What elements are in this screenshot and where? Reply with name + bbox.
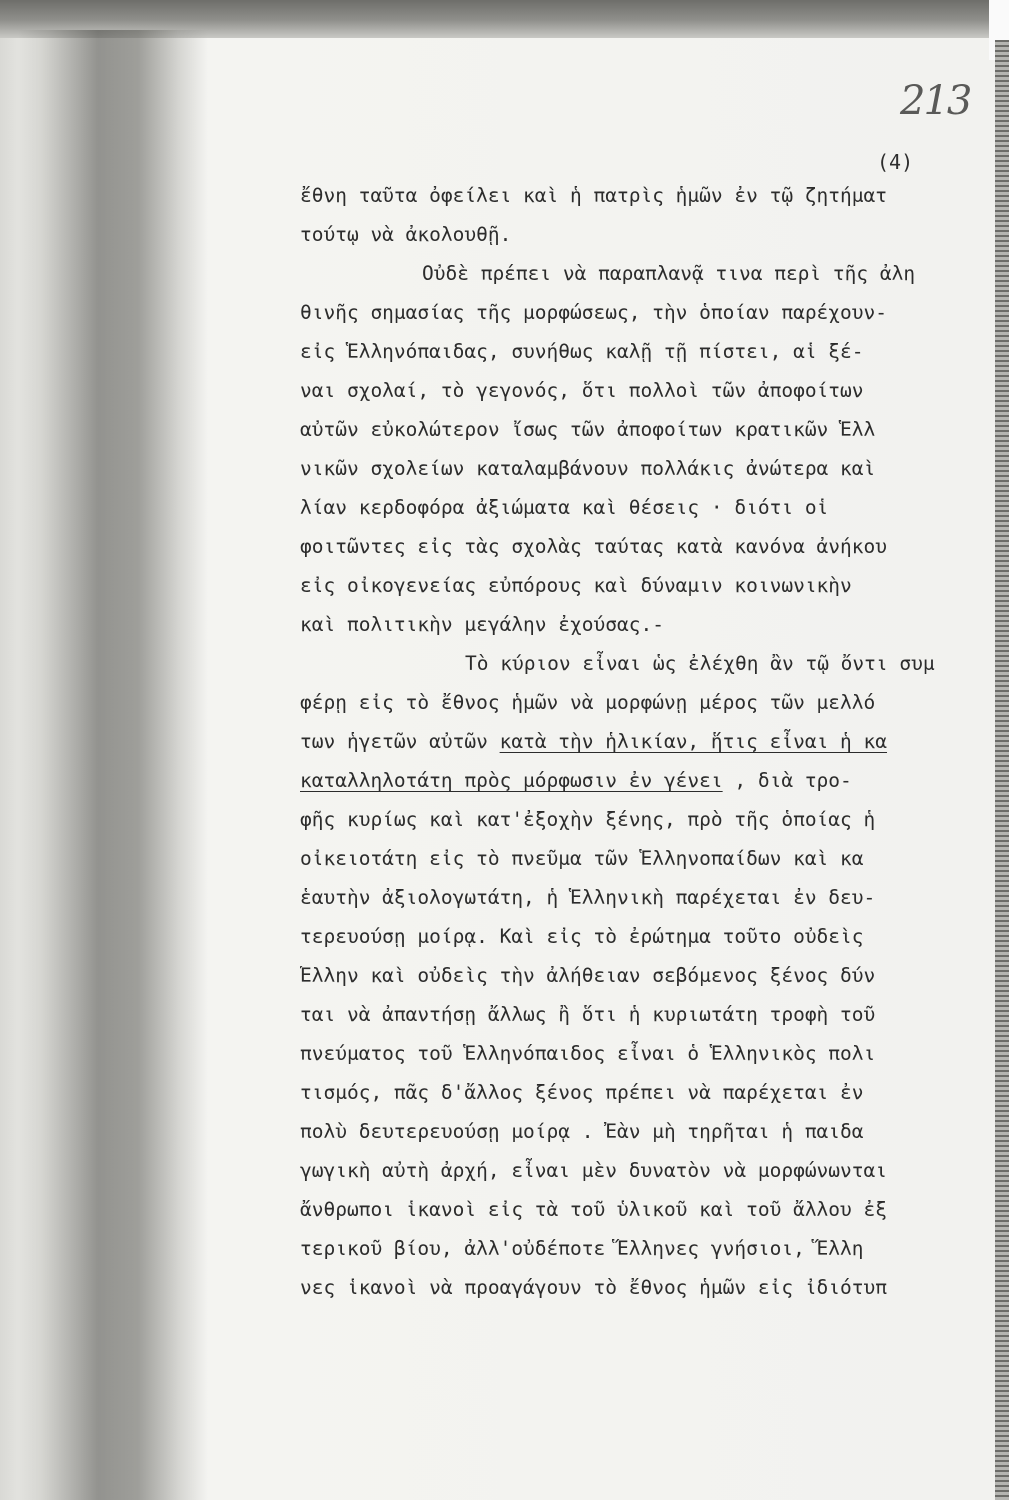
text-line: τισμός, πᾶς δ'ἄλλος ξένος πρέπει νὰ παρέχεται ἐν: [300, 1081, 864, 1104]
typed-body-text: [300, 176, 1000, 1307]
text-line: λίαν κερδοφόρα ἀξιώματα καὶ θέσεις · διότι οἱ: [300, 496, 829, 519]
folio-number: 213: [900, 78, 971, 124]
text-line: [300, 722, 1000, 761]
text-line: φοιτῶντες εἰς τὰς σχολὰς ταύτας κατὰ κανόνα ἀνήκου: [300, 535, 887, 558]
text-line: ναι σχολαί, τὸ γεγονός, ὅτι πολλοὶ τῶν ἀποφοίτων: [300, 379, 864, 402]
book-spine-shadow: [18, 30, 208, 1500]
text-line: γωγικὴ αὐτὴ ἀρχή, εἶναι μὲν δυνατὸν νὰ μορφώνωνται: [300, 1159, 887, 1182]
text-line: θινῆς σημασίας τῆς μορφώσεως, τὴν ὁποίαν παρέχουν-: [300, 301, 887, 324]
text-line: ται νὰ ἀπαντήσῃ ἄλλως ἢ ὅτι ἡ κυριωτάτη τροφὴ τοῦ: [300, 1003, 876, 1026]
text-line-start: των ἡγετῶν αὐτῶν: [300, 730, 500, 753]
text-line: πολὺ δευτερευούσῃ μοίρᾳ . Ἐὰν μὴ τηρῆται ἡ παιδα: [300, 1120, 864, 1143]
text-line: Τὸ κύριον εἶναι ὡς ἐλέχθη ἂν τῷ ὄντι συμ: [465, 652, 935, 675]
text-line: ἄνθρωποι ἱκανοὶ εἰς τὰ τοῦ ὑλικοῦ καὶ τοῦ ἄλλου ἐξ: [300, 1198, 887, 1221]
text-line: εἰς οἰκογενείας εὐπόρους καὶ δύναμιν κοινωνικὴν: [300, 574, 852, 597]
text-line: Ἕλλην καὶ οὐδεὶς τὴν ἀλήθειαν σεβόμενος ξένος δύν: [300, 964, 876, 987]
text-line-end: , διὰ τρο-: [722, 769, 852, 792]
text-line: αὐτῶν εὐκολώτερον ἴσως τῶν ἀποφοίτων κρατικῶν Ἑλλ: [300, 418, 876, 441]
text-line: πνεύματος τοῦ Ἑλληνόπαιδος εἶναι ὁ Ἑλληνικὸς πολι: [300, 1042, 876, 1065]
text-line: φέρῃ εἰς τὸ ἔθνος ἡμῶν νὰ μορφώνῃ μέρος τῶν μελλό: [300, 691, 876, 714]
text-line: φῆς κυρίως καὶ κατ'ἐξοχὴν ξένης, πρὸ τῆς ὁποίας ἡ: [300, 808, 876, 831]
text-line: εἰς Ἑλληνόπαιδας, συνήθως καλῇ τῇ πίστει, αἱ ξέ-: [300, 340, 864, 363]
text-line: καὶ πολιτικὴν μεγάλην ἐχούσας.-: [300, 613, 664, 636]
text-line: οἰκειοτάτη εἰς τὸ πνεῦμα τῶν Ἑλληνοπαίδων καὶ κα: [300, 847, 864, 870]
page-number: (4): [877, 150, 914, 174]
text-line: τερικοῦ βίου, ἀλλ'οὐδέποτε Ἕλληνες γνήσιοι, Ἕλλη: [300, 1237, 864, 1260]
text-line: Οὐδὲ πρέπει νὰ παραπλανᾷ τινα περὶ τῆς ἀλη: [422, 262, 916, 285]
text-line: ἔθνη ταῦτα ὀφείλει καὶ ἡ πατρὶς ἡμῶν ἐν τῷ ζητήματ: [300, 184, 887, 207]
text-line: [300, 761, 1000, 800]
underlined-phrase: κατὰ τὴν ἡλικίαν, ἥτις εἶναι ἡ κα: [499, 730, 888, 753]
text-line: τούτῳ νὰ ἀκολουθῇ.: [300, 223, 512, 246]
text-line: ἑαυτὴν ἀξιολογωτάτη, ἡ Ἑλληνικὴ παρέχεται ἐν δευ-: [300, 886, 876, 909]
underlined-phrase: καταλληλοτάτη πρὸς μόρφωσιν ἐν γένει: [300, 769, 723, 792]
text-line: νικῶν σχολείων καταλαμβάνουν πολλάκις ἀνώτερα καὶ: [300, 457, 876, 480]
text-line: νες ἱκανοὶ νὰ προαγάγουν τὸ ἔθνος ἡμῶν εἰς ἰδιότυπ: [300, 1276, 887, 1299]
text-line: τερευούσῃ μοίρᾳ. Καὶ εἰς τὸ ἐρώτημα τοῦτο οὐδεὶς: [300, 925, 864, 948]
